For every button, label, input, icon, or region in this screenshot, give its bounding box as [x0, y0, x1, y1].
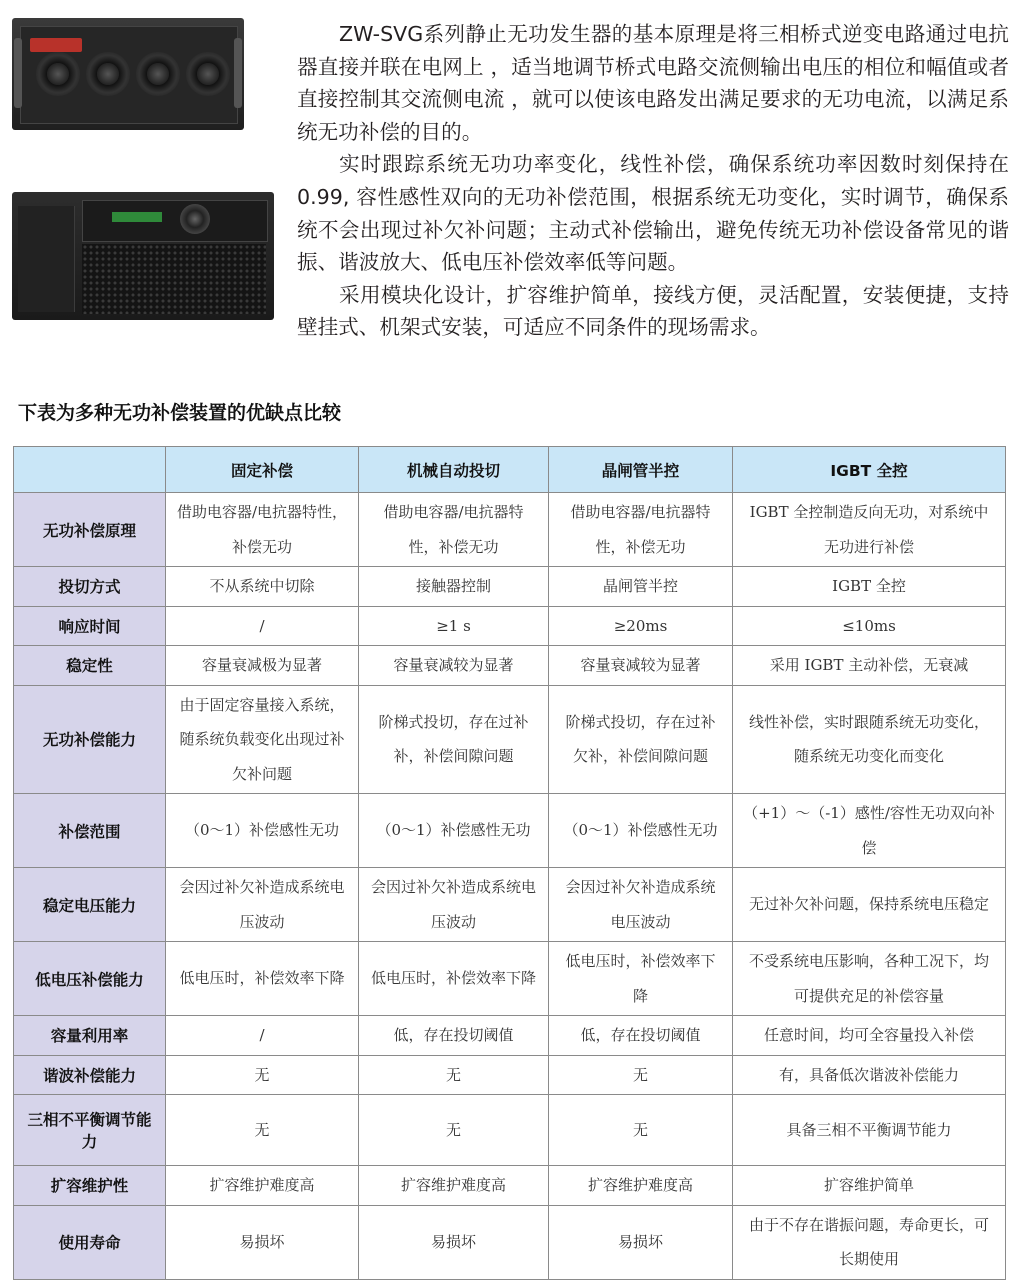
column-header: 晶闸管半控	[549, 447, 733, 493]
table-cell: 扩容维护难度高	[359, 1166, 549, 1206]
table-cell: 容量衰减较为显著	[359, 646, 549, 686]
table-cell: 采用 IGBT 主动补偿，无衰减	[733, 646, 1006, 686]
table-cell: 会因过补欠补造成系统电压波动	[359, 868, 549, 942]
table-cell: （0～1）补偿感性无功	[549, 794, 733, 868]
table-row	[14, 868, 1006, 942]
svg-device-rear-image	[12, 192, 274, 320]
table-cell: （+1）～（-1）感性/容性无功双向补偿	[733, 794, 1006, 868]
section-title: 下表为多种无功补偿装置的优缺点比较	[18, 402, 342, 424]
table-cell: 易损坏	[359, 1205, 549, 1279]
row-header: 扩容维护性	[14, 1166, 166, 1206]
column-header: IGBT 全控	[733, 447, 1006, 493]
comparison-table	[13, 446, 1006, 1280]
fan-icon	[86, 52, 130, 96]
row-header: 投切方式	[14, 567, 166, 607]
device-side-panel	[18, 206, 75, 312]
row-header: 无功补偿原理	[14, 493, 166, 567]
table-cell: ≥1 s	[359, 606, 549, 646]
table-row	[14, 794, 1006, 868]
table-cell: 无过补欠补问题，保持系统电压稳定	[733, 868, 1006, 942]
table-cell: IGBT 全控制造反向无功，对系统中无功进行补偿	[733, 493, 1006, 567]
table-cell: 无	[166, 1055, 359, 1095]
intro-text	[297, 18, 1009, 344]
table-cell: 会因过补欠补造成系统电压波动	[549, 868, 733, 942]
row-header: 低电压补偿能力	[14, 942, 166, 1016]
table-cell: 无	[359, 1095, 549, 1166]
table-cell: 不受系统电压影响，各种工况下，均可提供充足的补偿容量	[733, 942, 1006, 1016]
row-header: 使用寿命	[14, 1205, 166, 1279]
table-cell: 易损坏	[166, 1205, 359, 1279]
intro-paragraph-modular: 采用模块化设计，扩容维护简单，接线方便，灵活配置，安装便捷，支持壁挂式、机架式安装，可适应不同条件的现场需求。	[297, 282, 1009, 340]
table-row	[14, 493, 1006, 567]
row-header: 补偿范围	[14, 794, 166, 868]
column-header: 机械自动投切	[359, 447, 549, 493]
table-row	[14, 606, 1006, 646]
table-row	[14, 1095, 1006, 1166]
table-cell: 不从系统中切除	[166, 567, 359, 607]
fan-icon	[136, 52, 180, 96]
table-cell: ≤10ms	[733, 606, 1006, 646]
fan-icon	[186, 52, 230, 96]
row-header: 谐波补偿能力	[14, 1055, 166, 1095]
table-cell: 借助电容器/电抗器特性，补偿无功	[549, 493, 733, 567]
row-header: 容量利用率	[14, 1016, 166, 1056]
table-header-row	[14, 447, 1006, 493]
terminal-block	[112, 212, 162, 222]
table-cell: 容量衰减较为显著	[549, 646, 733, 686]
table-cell: 由于固定容量接入系统，随系统负载变化出现过补欠补问题	[166, 685, 359, 794]
fan-icon	[36, 52, 80, 96]
rear-fan-icon	[180, 204, 210, 234]
table-cell: 扩容维护难度高	[166, 1166, 359, 1206]
table-cell: 由于不存在谐振问题，寿命更长，可长期使用	[733, 1205, 1006, 1279]
table-cell: 阶梯式投切，存在过补补，补偿间隙问题	[359, 685, 549, 794]
intro-paragraph-tracking: 实时跟踪系统无功功率变化，线性补偿，确保系统功率因数时刻保持在0.99, 容性感性双向的无功补偿范围，根据系统无功变化，实时调节，确保系统不会出现过补欠补问题；主动式补偿输出，避免传统无功补偿设备常见的谐振、谐波放大、低电压补偿效率低等问题。	[297, 152, 1009, 275]
table-cell: 低，存在投切阈值	[359, 1016, 549, 1056]
table-cell: 阶梯式投切，存在过补欠补，补偿间隙问题	[549, 685, 733, 794]
row-header: 稳定性	[14, 646, 166, 686]
table-row	[14, 1205, 1006, 1279]
table-cell: 会因过补欠补造成系统电压波动	[166, 868, 359, 942]
device-rear-panel	[82, 200, 268, 242]
table-cell: 低，存在投切阈值	[549, 1016, 733, 1056]
device-handle-right	[234, 38, 242, 108]
table-cell: 扩容维护简单	[733, 1166, 1006, 1206]
table-row	[14, 685, 1006, 794]
column-header: 固定补偿	[166, 447, 359, 493]
row-header: 稳定电压能力	[14, 868, 166, 942]
table-corner-cell	[14, 447, 166, 493]
table-cell: 接触器控制	[359, 567, 549, 607]
table-row	[14, 646, 1006, 686]
row-header: 无功补偿能力	[14, 685, 166, 794]
brand-logo	[30, 38, 82, 52]
table-cell: 有，具备低次谐波补偿能力	[733, 1055, 1006, 1095]
table-cell: 扩容维护难度高	[549, 1166, 733, 1206]
table-cell: （0～1）补偿感性无功	[359, 794, 549, 868]
table-cell: 具备三相不平衡调节能力	[733, 1095, 1006, 1166]
table-cell: 无	[549, 1055, 733, 1095]
table-cell: 无	[549, 1095, 733, 1166]
table-cell: 低电压时，补偿效率下降	[359, 942, 549, 1016]
table-cell: /	[166, 1016, 359, 1056]
table-cell: 借助电容器/电抗器特性，补偿无功	[359, 493, 549, 567]
table-cell: 无	[359, 1055, 549, 1095]
table-cell: 借助电容器/电抗器特性，补偿无功	[166, 493, 359, 567]
svg-device-front-image	[12, 18, 244, 130]
table-cell: 容量衰减极为显著	[166, 646, 359, 686]
table-cell: 任意时间，均可全容量投入补偿	[733, 1016, 1006, 1056]
intro-paragraph-principle: ZW-SVG系列静止无功发生器的基本原理是将三相桥式逆变电路通过电抗器直接并联在电网上 ，适当地调节桥式电路交流侧输出电压的相位和幅值或者直接控制其交流侧电流 ，就可以使该电路发出满足要求的无功电流，以满足系统无功补偿的目的。	[297, 22, 1009, 144]
table-row	[14, 1016, 1006, 1056]
table-cell: 无	[166, 1095, 359, 1166]
device-handle-left	[14, 38, 22, 108]
table-cell: 晶闸管半控	[549, 567, 733, 607]
table-cell: 易损坏	[549, 1205, 733, 1279]
table-cell: ≥20ms	[549, 606, 733, 646]
row-header: 响应时间	[14, 606, 166, 646]
table-cell: （0～1）补偿感性无功	[166, 794, 359, 868]
table-cell: /	[166, 606, 359, 646]
table-cell: IGBT 全控	[733, 567, 1006, 607]
table-cell: 低电压时，补偿效率下降	[549, 942, 733, 1016]
table-cell: 线性补偿，实时跟随系统无功变化，随系统无功变化而变化	[733, 685, 1006, 794]
table-row	[14, 942, 1006, 1016]
table-row	[14, 567, 1006, 607]
row-header: 三相不平衡调节能力	[14, 1095, 166, 1166]
table-row	[14, 1166, 1006, 1206]
table-cell: 低电压时，补偿效率下降	[166, 942, 359, 1016]
ventilation-mesh	[82, 244, 266, 314]
table-row	[14, 1055, 1006, 1095]
